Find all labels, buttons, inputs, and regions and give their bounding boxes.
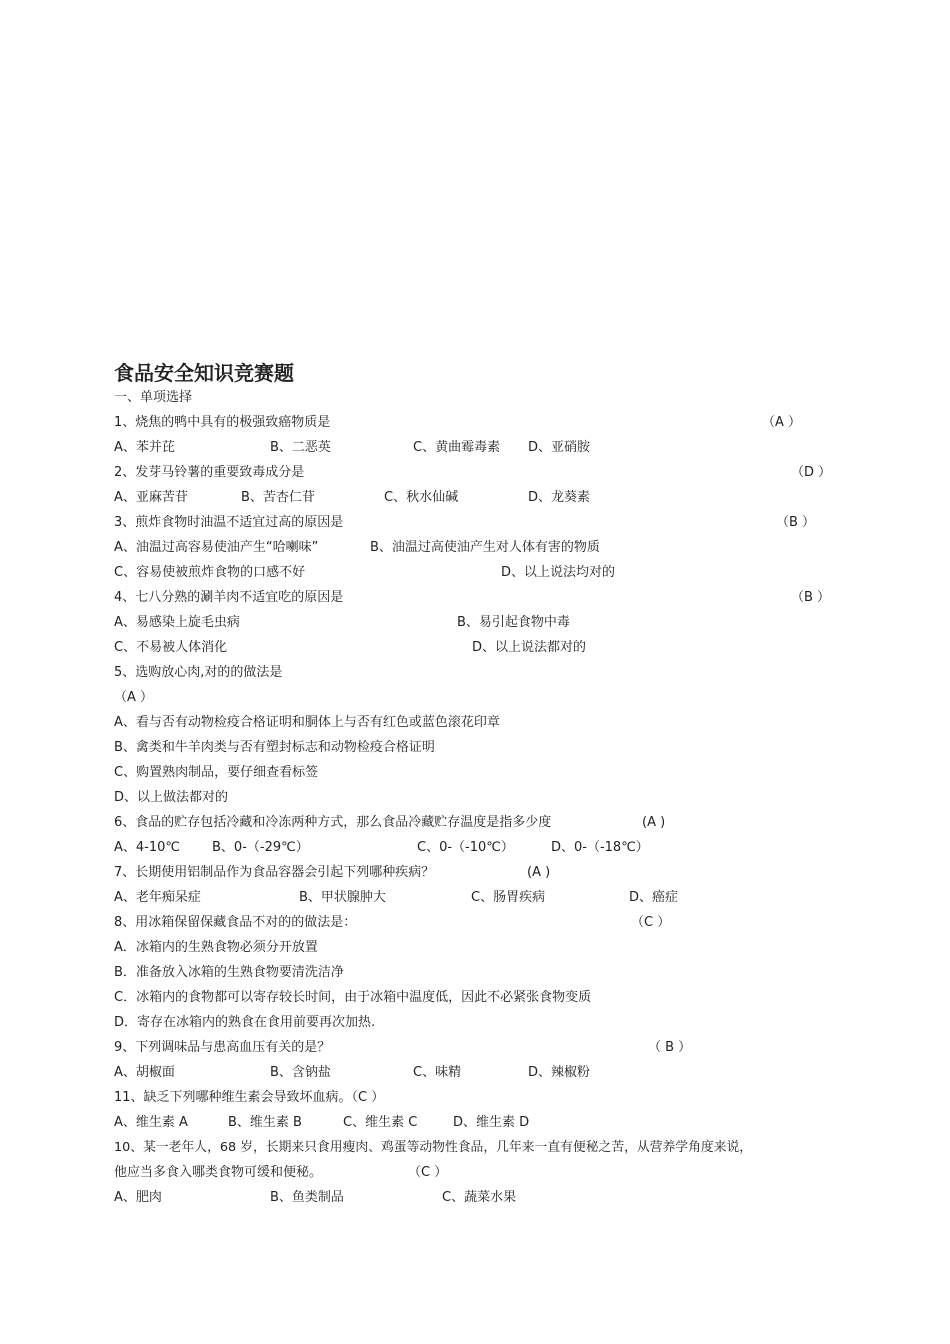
answer-mark: （C ） — [408, 1165, 448, 1180]
question-text: 他应当多食入哪类食物可缓和便秘。 — [114, 1165, 323, 1180]
option-a: A、肥肉 — [114, 1190, 162, 1205]
option-b: B、含钠盐 — [270, 1065, 331, 1080]
option-b: B、甲状腺肿大 — [299, 890, 386, 905]
question-text: 3、煎炸食物时油温不适宜过高的原因是 — [114, 515, 344, 530]
answer-mark: （B ） — [776, 515, 816, 530]
page-title: 食品安全知识竞赛题 — [114, 361, 294, 385]
answer-mark: （A ） — [762, 415, 802, 430]
option-d: D、维生素 D — [453, 1115, 530, 1130]
option-b: B、维生素 B — [228, 1115, 302, 1130]
question-text: 4、七八分熟的涮羊肉不适宜吃的原因是 — [114, 590, 344, 605]
option-b: B、鱼类制品 — [270, 1190, 344, 1205]
question-text: 2、发芽马铃薯的重要致毒成分是 — [114, 465, 305, 480]
option-d: D、以上说法均对的 — [501, 565, 616, 580]
question-6 — [114, 810, 714, 835]
option-a: A．冰箱内的生熟食物必须分开放置 — [114, 940, 318, 955]
options-11 — [114, 1110, 714, 1135]
option-c: C、黄曲霉毒素 — [413, 440, 501, 455]
answer-mark: (A ) — [527, 865, 551, 880]
question-8 — [114, 910, 714, 935]
option-c: C、味精 — [413, 1065, 462, 1080]
option-a: A、胡椒面 — [114, 1065, 175, 1080]
option-c: C、0-（-10℃） — [417, 840, 514, 855]
option-b: B、禽类和牛羊肉类与否有塑封标志和动物检疫合格证明 — [114, 740, 435, 755]
question-9 — [114, 1035, 714, 1060]
options-4-cd — [114, 635, 714, 660]
option-a: A、油温过高容易使油产生“哈喇味” — [114, 540, 319, 555]
option-c: C、不易被人体消化 — [114, 640, 228, 655]
question-10-line1: 10、某一老年人，68 岁，长期来只食用瘦肉、鸡蛋等动物性食品，几年来一直有便秘之苦，从营养学角度来说， — [114, 1140, 753, 1155]
option-c: C、维生素 C — [343, 1115, 418, 1130]
question-1 — [114, 410, 814, 435]
question-2 — [114, 460, 834, 485]
options-2 — [114, 485, 714, 510]
option-a: A、4-10℃ — [114, 840, 180, 855]
question-5: 5、选购放心肉,对的的做法是 — [114, 665, 283, 680]
option-d: D、以上做法都对的 — [114, 790, 229, 805]
option-d: D、辣椒粉 — [528, 1065, 591, 1080]
answer-mark: （D ） — [791, 465, 832, 480]
question-text: 8、用冰箱保留保藏食品不对的的做法是： — [114, 915, 357, 930]
question-text: 1、烧焦的鸭中具有的极强致癌物质是 — [114, 415, 331, 430]
question-4 — [114, 585, 834, 610]
options-10 — [114, 1185, 714, 1210]
option-b: B、0-（-29℃） — [212, 840, 309, 855]
options-7 — [114, 885, 734, 910]
option-a: A、看与否有动物检疫合格证明和胴体上与否有红色或蓝色滚花印章 — [114, 715, 500, 730]
option-c: C、蔬菜水果 — [442, 1190, 517, 1205]
answer-mark: (A ) — [642, 815, 666, 830]
question-11: 11、缺乏下列哪种维生素会导致坏血病。（C ） — [114, 1090, 385, 1105]
option-d: D．寄存在冰箱内的熟食在食用前要再次加热. — [114, 1015, 376, 1030]
option-d: D、癌症 — [629, 890, 679, 905]
question-3 — [114, 510, 824, 535]
option-a: A、苯并芘 — [114, 440, 175, 455]
option-d: D、亚硝胺 — [528, 440, 591, 455]
option-b: B、油温过高使油产生对人体有害的物质 — [370, 540, 600, 555]
answer-mark: （B ） — [791, 590, 831, 605]
answer-mark: （C ） — [631, 915, 671, 930]
option-a: A、维生素 A — [114, 1115, 188, 1130]
options-6 — [114, 835, 714, 860]
option-b: B、易引起食物中毒 — [457, 615, 570, 630]
options-3-cd — [114, 560, 714, 585]
option-c: C．冰箱内的食物都可以寄存较长时间，由于冰箱中温度低，因此不必紧张食物变质 — [114, 990, 592, 1005]
question-text: 6、食品的贮存包括冷藏和冷冻两种方式，那么食品冷藏贮存温度是指多少度 — [114, 815, 552, 830]
answer-mark-5: （A ） — [114, 690, 154, 705]
question-text: 7、长期使用铝制品作为食品容器会引起下列哪种疾病？ — [114, 865, 435, 880]
option-c: C、秋水仙碱 — [384, 490, 459, 505]
options-4-ab — [114, 610, 714, 635]
question-10-line2 — [114, 1160, 714, 1185]
option-a: A、老年痴呆症 — [114, 890, 201, 905]
option-c: C、肠胃疾病 — [471, 890, 546, 905]
option-b: B．准备放入冰箱的生熟食物要清洗洁净 — [114, 965, 344, 980]
section-heading: 一、单项选择 — [114, 390, 193, 405]
answer-mark: （ B ） — [648, 1040, 692, 1055]
question-7 — [114, 860, 614, 885]
option-a: A、易感染上旋毛虫病 — [114, 615, 240, 630]
option-c: C、购置熟肉制品，要仔细查看标签 — [114, 765, 319, 780]
options-1 — [114, 435, 714, 460]
option-b: B、二恶英 — [270, 440, 331, 455]
option-b: B、苦杏仁苷 — [241, 490, 315, 505]
options-9 — [114, 1060, 714, 1085]
question-text: 9、下列调味品与患高血压有关的是？ — [114, 1040, 331, 1055]
option-c: C、容易使被煎炸食物的口感不好 — [114, 565, 306, 580]
option-d: D、0-（-18℃） — [551, 840, 649, 855]
option-a: A、亚麻苦苷 — [114, 490, 188, 505]
option-d: D、龙葵素 — [528, 490, 591, 505]
options-3-ab — [114, 535, 714, 560]
option-d: D、以上说法都对的 — [472, 640, 587, 655]
